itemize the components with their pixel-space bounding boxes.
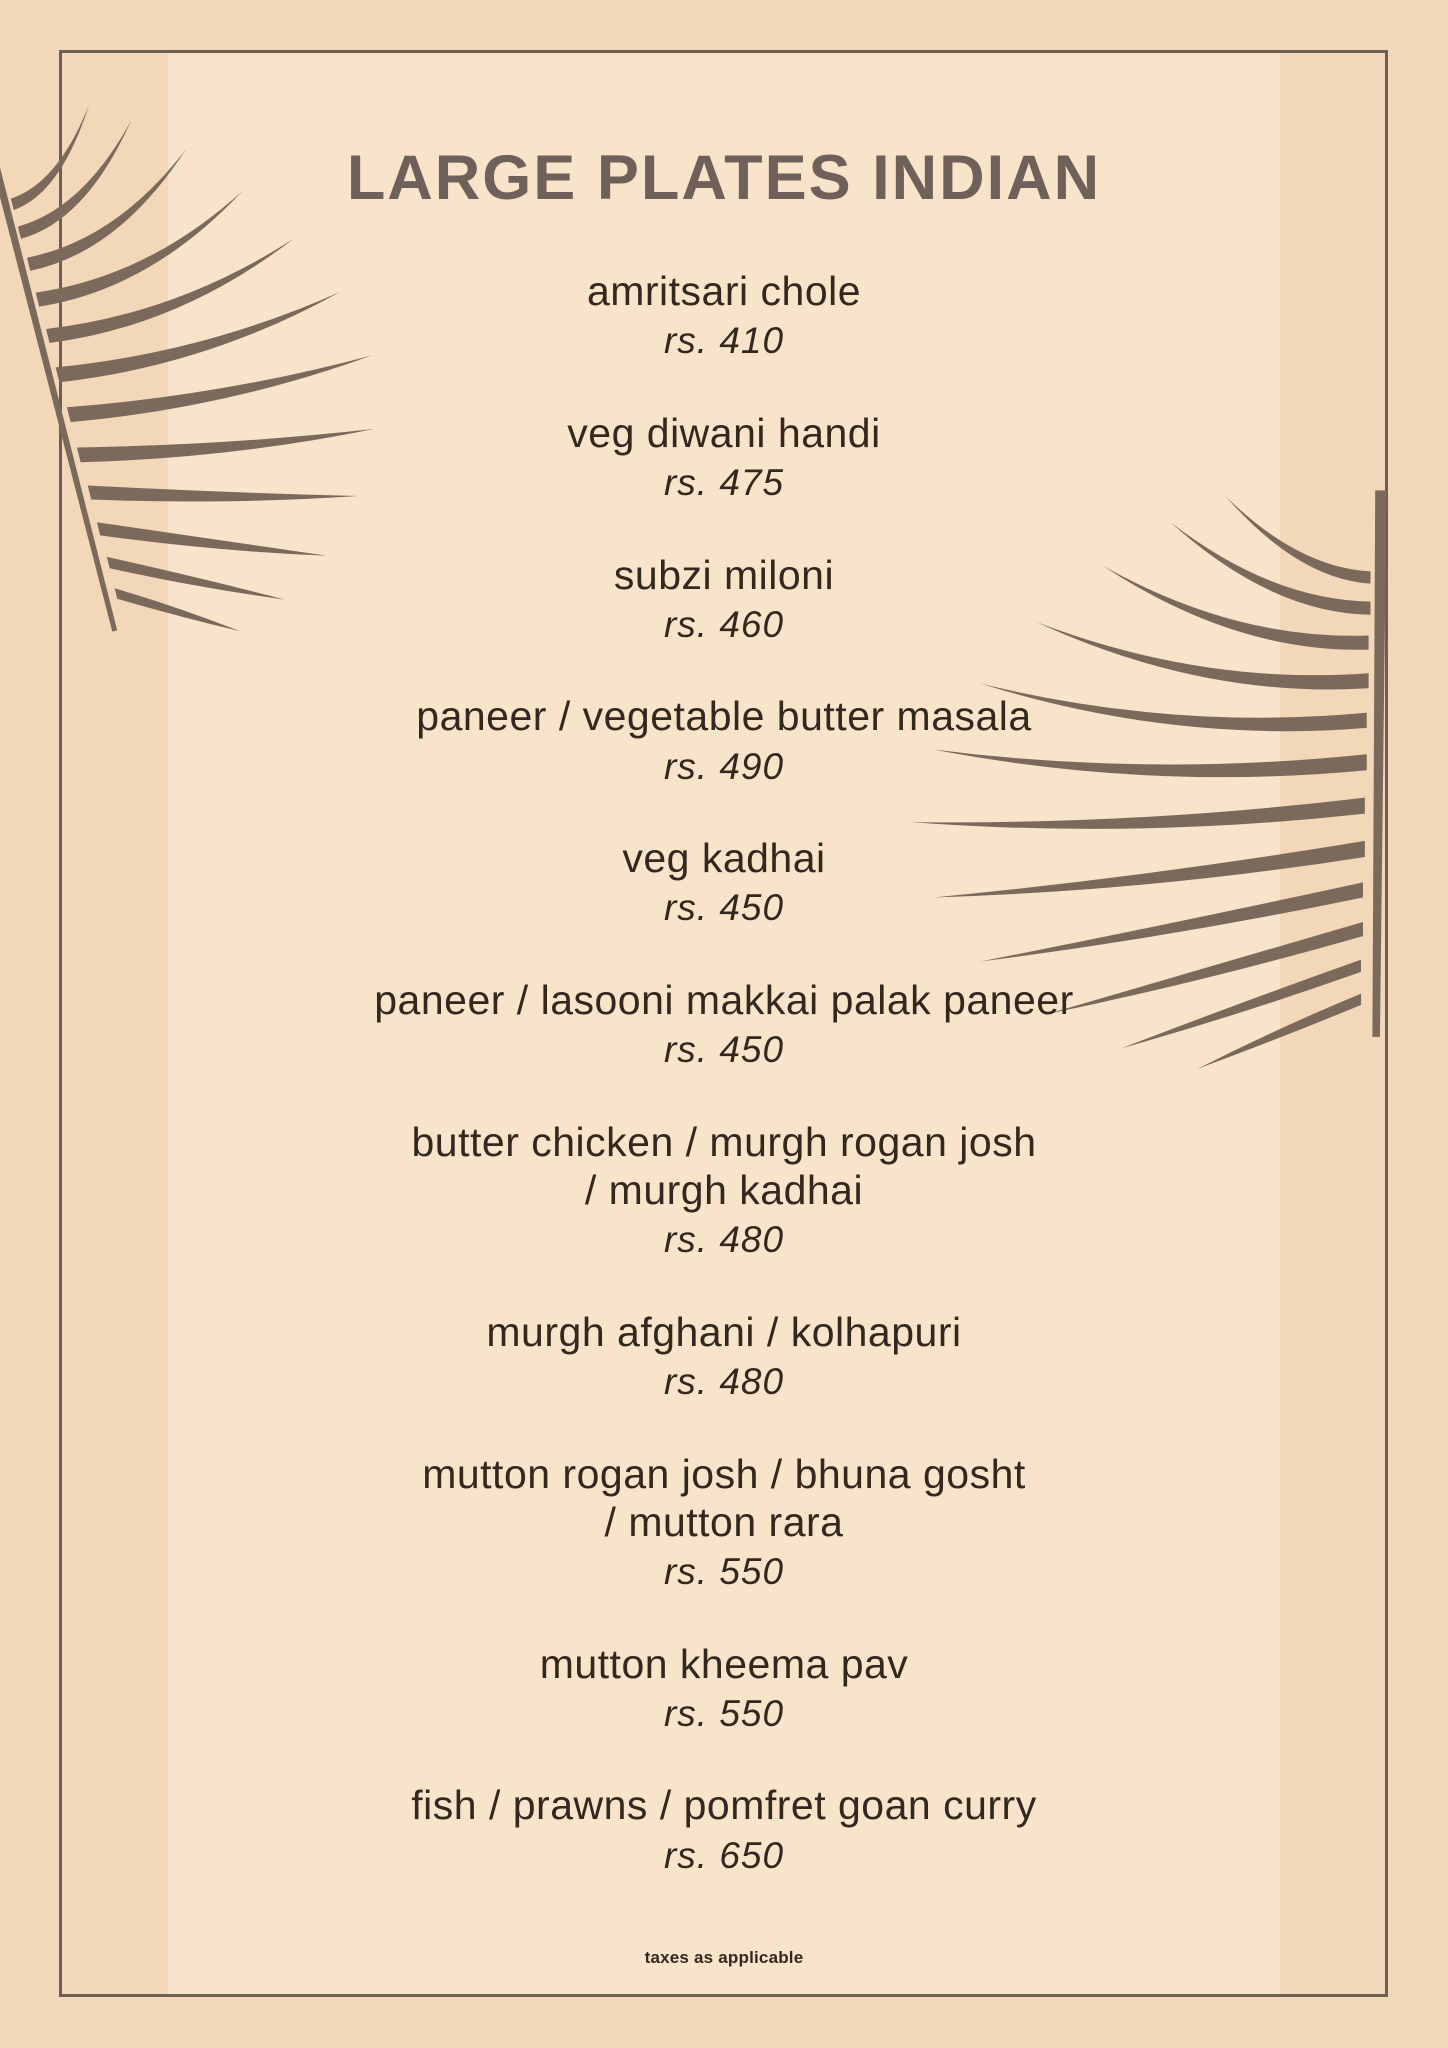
menu-item-name-line: fish / prawns / pomfret goan curry [411, 1782, 1037, 1829]
menu-item-name-line: butter chicken / murgh rogan josh [411, 1118, 1037, 1165]
menu-item-name-line: veg diwani handi [567, 409, 881, 456]
menu-item-name [168, 834, 1280, 882]
menu-item [168, 409, 1280, 506]
menu-item [168, 1450, 1280, 1595]
menu-item-price: rs. 650 [663, 1834, 785, 1876]
menu-item [168, 692, 1280, 789]
menu-item-price: rs. 490 [663, 745, 785, 787]
menu-item-price: rs. 550 [663, 1693, 785, 1735]
page-title: LARGE PLATES INDIAN [346, 143, 1102, 213]
menu-item-name [168, 1118, 1280, 1215]
menu-item-name-line: amritsari chole [586, 268, 862, 314]
menu-item [168, 1781, 1280, 1878]
menu-item-price: rs. 450 [663, 887, 785, 929]
tax-note: taxes as applicable [644, 1948, 804, 1967]
menu-item-name [168, 1781, 1280, 1829]
menu-item-name-line: subzi miloni [613, 551, 835, 598]
menu-item-name-line: mutton rogan josh / bhuna gosht [422, 1450, 1026, 1497]
menu-item-name [168, 1450, 1280, 1547]
menu-item-price: rs. 475 [663, 462, 785, 504]
menu-item [168, 267, 1280, 364]
menu-content [168, 52, 1280, 1923]
menu-item-name-line: / murgh kadhai [584, 1166, 864, 1213]
menu-item-name-line: veg kadhai [622, 835, 826, 882]
menu-item-name [168, 1308, 1280, 1356]
menu-item-price: rs. 480 [663, 1219, 785, 1261]
menu-item [168, 551, 1280, 648]
menu-items [168, 267, 1280, 1878]
menu-item-price: rs. 480 [663, 1361, 785, 1403]
menu-item-name [168, 976, 1280, 1024]
menu-item-name [168, 551, 1280, 599]
menu-item-name [168, 692, 1280, 740]
menu-item-name [168, 1640, 1280, 1688]
menu-item-name-line: paneer / lasooni makkai palak paneer [374, 976, 1074, 1023]
menu-item [168, 834, 1280, 931]
menu-item-name-line: mutton kheema pav [539, 1640, 909, 1687]
menu-item [168, 1308, 1280, 1405]
menu-item-name [168, 267, 1280, 315]
menu-item-name-line: paneer / vegetable butter masala [416, 693, 1032, 740]
menu-item-name-line: / mutton rara [604, 1498, 844, 1545]
menu-item-price: rs. 450 [663, 1029, 785, 1071]
menu-item-price: rs. 410 [663, 320, 785, 362]
menu-item-price: rs. 550 [663, 1551, 785, 1593]
menu-item-name [168, 409, 1280, 457]
menu-item [168, 1640, 1280, 1737]
menu-item [168, 1118, 1280, 1263]
menu-item-name-line: murgh afghani / kolhapuri [486, 1308, 962, 1355]
menu-item [168, 976, 1280, 1073]
menu-item-price: rs. 460 [663, 603, 785, 645]
